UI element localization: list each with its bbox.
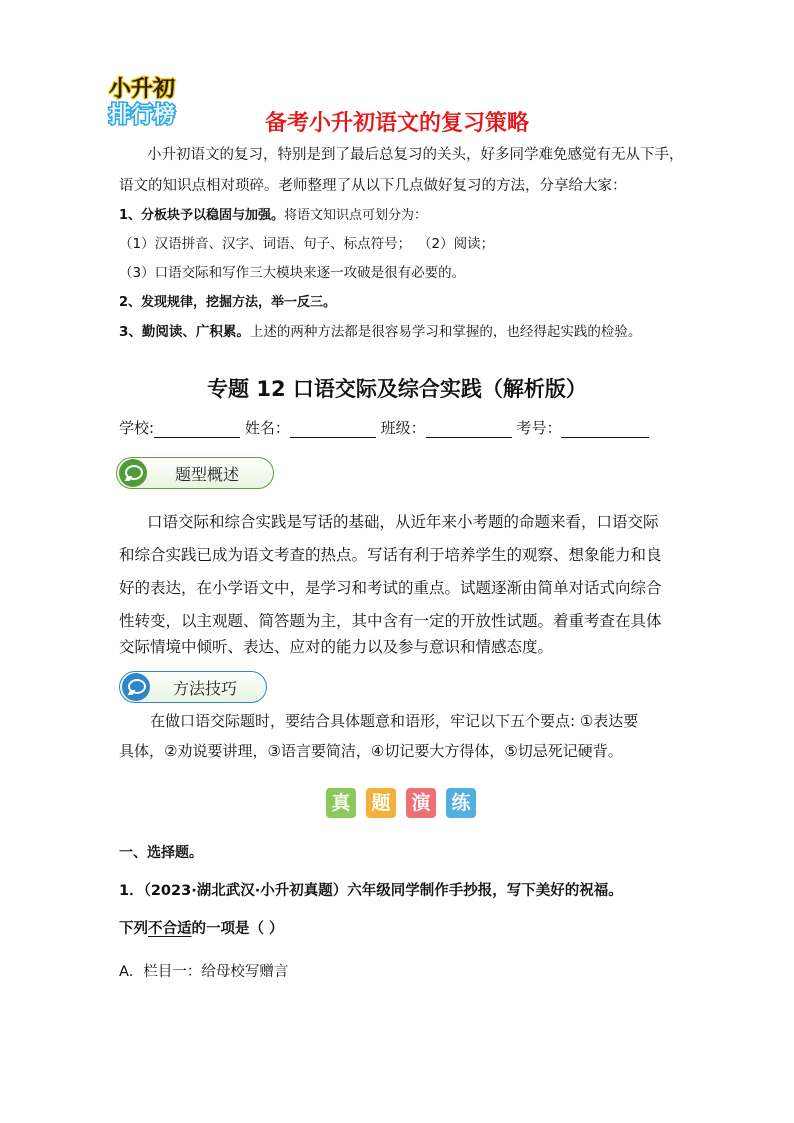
- promo-intro-line2: 语文的知识点相对琐碎。老师整理了从以下几点做好复习的方法，分享给大家：: [119, 178, 627, 194]
- practice-tile-yan: 演: [406, 788, 436, 818]
- promo-sub2: （2）阅读；: [418, 236, 495, 252]
- exam-no-field[interactable]: [561, 421, 649, 438]
- promo-sub1: （1）汉语拼音、汉字、词语、句子、标点符号；: [119, 236, 412, 252]
- promo-item1: [119, 206, 427, 226]
- overview-line3: 好的表达，在小学语文中，是学习和考试的重点。试题逐渐由简单对话式向综合: [119, 579, 662, 597]
- practice-tile-zhen: 真: [326, 788, 356, 818]
- practice-tile-lian: 练: [446, 788, 476, 818]
- promo-intro-line1: 小升初语文的复习，特别是到了最后总复习的关头，好多同学难免感觉有无从下手，: [147, 147, 684, 163]
- methods-line2: 具体，②劝说要讲理，③语言要简洁，④切记要大方得体，⑤切忌死记硬背。: [119, 742, 623, 760]
- promo-item3-rest: 上述的两种方法都是很容易学习和掌握的，也经得起实践的检验。: [249, 324, 642, 340]
- promo-title: [0, 106, 794, 137]
- section-overview-header: [116, 457, 274, 489]
- promo-item1-bold: 1、分板块予以稳固与加强。: [119, 208, 285, 223]
- overview-line1: 口语交际和综合实践是写话的基础，从近年来小考题的命题来看，口语交际: [147, 513, 659, 531]
- question-1-line1: 1．（2023·湖北武汉·小升初真题）六年级同学制作手抄报，写下美好的祝福。: [119, 883, 623, 899]
- section-methods-header: [119, 671, 267, 703]
- promo-item1-rest: 将语文知识点可划分为：: [284, 208, 428, 223]
- class-label: 班级：: [380, 419, 426, 437]
- question-1-pre: 下列: [119, 921, 148, 937]
- question-1-emphasis: 不合适: [148, 921, 192, 937]
- section-heading-choice: 一、选择题。: [119, 845, 203, 861]
- student-info-form: [119, 418, 649, 438]
- page-title: 专题 12 口语交际及综合实践（解析版）: [207, 377, 587, 401]
- school-field[interactable]: [154, 421, 240, 438]
- methods-line1: 在做口语交际题时，要结合具体题意和语形，牢记以下五个要点: ①表达要: [150, 712, 639, 730]
- question-1-post: 的一项是（ ）: [191, 921, 284, 937]
- promo-item3: [119, 322, 641, 342]
- logo-line2: 排行榜: [109, 103, 176, 128]
- promo-item3-bold: 3、勤阅读、广积累。: [119, 324, 250, 340]
- promo-title-text: 备考小升初语文的复习策略: [264, 111, 529, 136]
- question-1-line2: [119, 919, 284, 939]
- name-label: 姓名：: [244, 419, 290, 437]
- school-label: 学校:: [119, 419, 155, 437]
- question-1-option-a[interactable]: A．栏目一：给母校写赠言: [119, 964, 289, 980]
- overview-line2: 和综合实践已成为语文考查的热点。写话有利于培养学生的观察、想象能力和良: [119, 546, 662, 564]
- exam-no-label: 考号：: [516, 419, 562, 437]
- name-field[interactable]: [290, 421, 376, 438]
- practice-tile-ti: 题: [366, 788, 396, 818]
- speech-bubble-icon: [119, 459, 147, 487]
- overview-line5: 交际情境中倾听、表达、应对的能力以及参与意识和情感态度。: [119, 638, 554, 656]
- class-field[interactable]: [426, 421, 512, 438]
- speech-bubble-icon: [122, 673, 150, 701]
- section-methods-label: 方法技巧: [172, 678, 237, 698]
- overview-line4: 性转变，以主观题、简答题为主，其中含有一定的开放性试题。着重考查在具体: [119, 612, 662, 630]
- section-overview-label: 题型概述: [174, 464, 239, 484]
- logo-line1: 小升初: [109, 77, 176, 102]
- promo-sub3: （3）口语交际和写作三大模块来逐一攻破是很有必要的。: [119, 265, 466, 281]
- promo-item2: 2、发现规律，挖掘方法，举一反三。: [119, 295, 337, 310]
